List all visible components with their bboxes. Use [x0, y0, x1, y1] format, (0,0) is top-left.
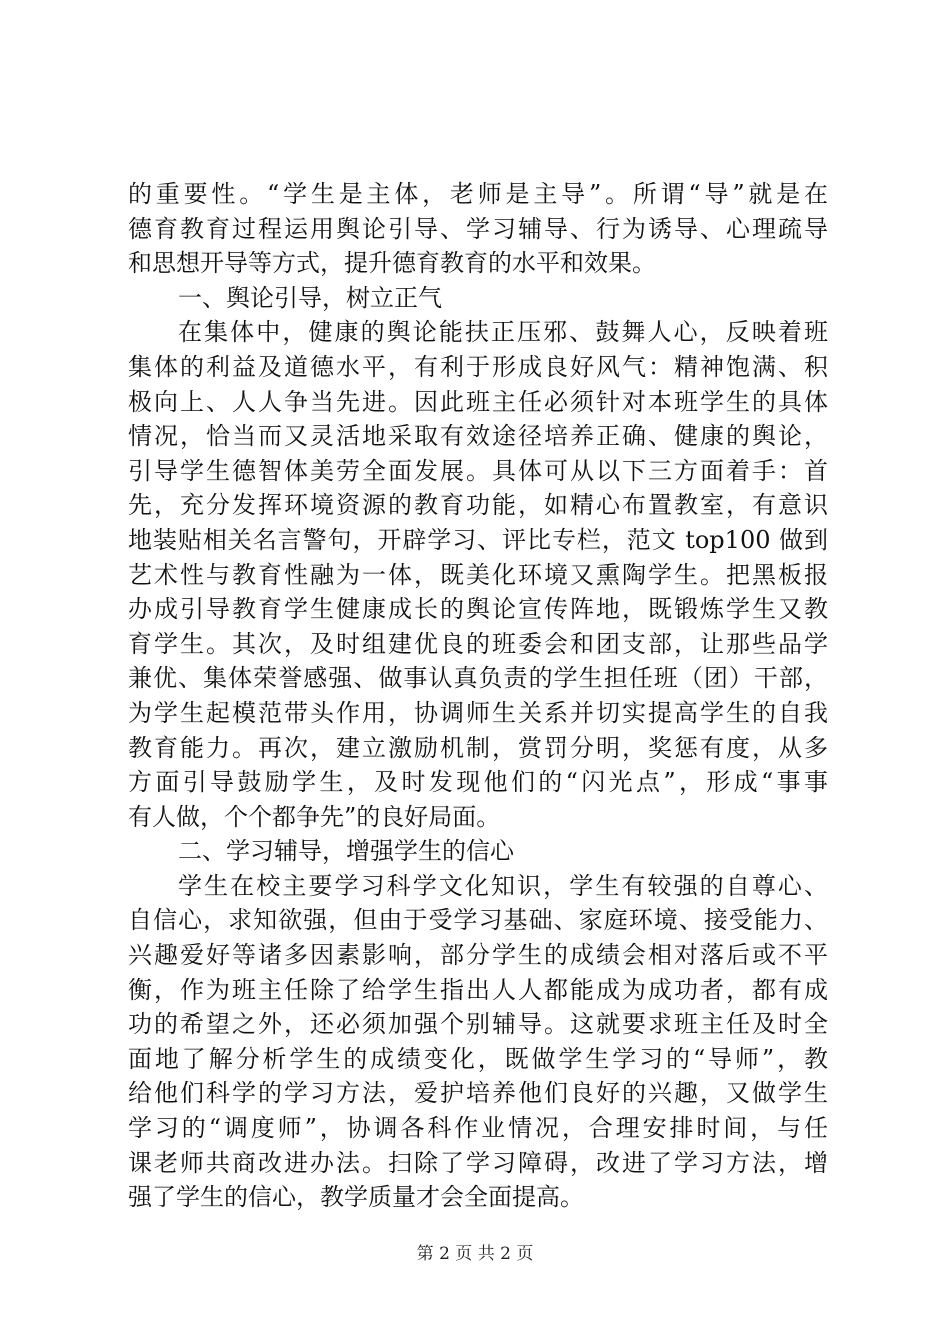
- body-line: 的重要性。“学生是主体，老师是主导”。所谓“导”就是在: [128, 180, 828, 208]
- paragraph-first-line: 在集体中，健康的舆论能扶正压邪、鼓舞人心，反映着班: [178, 318, 828, 347]
- body-line: 先，充分发挥环境资源的教育功能，如精心布置教室，有意识: [128, 491, 828, 520]
- body-line: 兴趣爱好等诸多因素影响，部分学生的成绩会相对落后或不平: [128, 941, 828, 970]
- paragraph-first-line: 学生在校主要学习科学文化知识，学生有较强的自尊心、: [178, 871, 828, 900]
- body-line: 艺术性与教育性融为一体，既美化环境又熏陶学生。把黑板报: [128, 560, 828, 589]
- body-line: 地装贴相关名言警句，开辟学习、评比专栏，范文 top100 做到: [128, 525, 828, 554]
- body-line: 引导学生德智体美劳全面发展。具体可从以下三方面着手：首: [128, 456, 828, 485]
- section-heading-1: 一、舆论引导，树立正气: [178, 283, 442, 312]
- body-line: 课老师共商改进办法。扫除了学习障碍，改进了学习方法，增: [128, 1148, 828, 1177]
- body-line: 德育教育过程运用舆论引导、学习辅导、行为诱导、心理疏导: [128, 214, 828, 243]
- body-line: 兼优、集体荣誉感强、做事认真负责的学生担任班（团）干部，: [128, 664, 828, 693]
- body-line: 强了学生的信心，教学质量才会全面提高。: [128, 1183, 584, 1212]
- body-line: 学习的“调度师”，协调各科作业情况，合理安排时间，与任: [128, 1114, 828, 1143]
- body-line: 和思想开导等方式，提升德育教育的水平和效果。: [128, 249, 656, 278]
- body-line: 情况，恰当而又灵活地采取有效途径培养正确、健康的舆论，: [128, 422, 828, 451]
- body-line: 育学生。其次，及时组建优良的班委会和团支部，让那些品学: [128, 629, 828, 658]
- body-line: 自信心，求知欲强，但由于受学习基础、家庭环境、接受能力、: [128, 906, 828, 935]
- body-line: 面地了解分析学生的成绩变化，既做学生学习的“导师”，教: [128, 1044, 828, 1073]
- body-line: 衡，作为班主任除了给学生指出人人都能成为成功者，都有成: [128, 975, 828, 1004]
- body-line: 给他们科学的学习方法，爱护培养他们良好的兴趣，又做学生: [128, 1079, 828, 1108]
- body-line: 有人做，个个都争先”的良好局面。: [128, 802, 501, 831]
- body-line: 教育能力。再次，建立激励机制，赏罚分明，奖惩有度，从多: [128, 733, 828, 762]
- body-line: 方面引导鼓励学生，及时发现他们的“闪光点”，形成“事事: [128, 768, 828, 797]
- document-body: [128, 177, 828, 1215]
- page-number-footer: 第 2 页 共 2 页: [416, 1244, 534, 1264]
- body-line: 极向上、人人争当先进。因此班主任必须针对本班学生的具体: [128, 387, 828, 416]
- body-line: 办成引导教育学生健康成长的舆论宣传阵地，既锻炼学生又教: [128, 595, 828, 624]
- body-line: 功的希望之外，还必须加强个别辅导。这就要求班主任及时全: [128, 1010, 828, 1039]
- section-heading-2: 二、学习辅导，增强学生的信心: [178, 837, 514, 866]
- body-line: 为学生起模范带头作用，协调师生关系并切实提高学生的自我: [128, 698, 828, 727]
- body-line: 集体的利益及道德水平，有利于形成良好风气：精神饱满、积: [128, 352, 828, 381]
